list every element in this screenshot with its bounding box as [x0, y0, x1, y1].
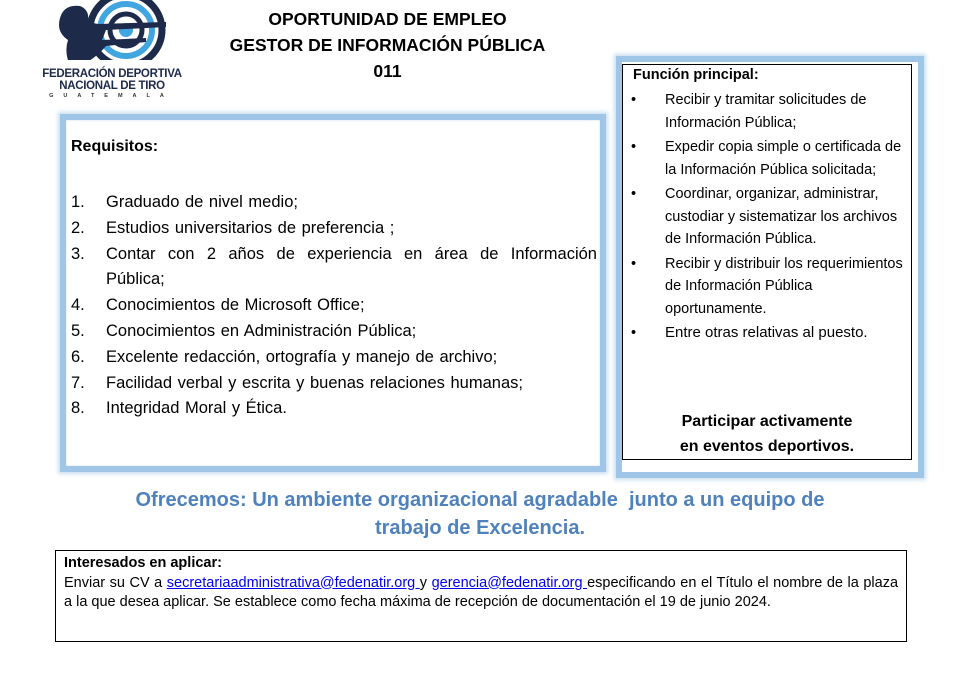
- logo-text-line2: NACIONAL DE TIRO: [59, 80, 165, 92]
- logo-text-country: GUATEMALA: [49, 93, 174, 99]
- item-number: 7.: [71, 373, 85, 392]
- list-item: [71, 319, 597, 345]
- item-number: 2.: [71, 218, 85, 237]
- callout-line1: Participar activamente: [681, 413, 853, 430]
- list-item: [71, 396, 597, 422]
- item-text: Graduado de nivel medio;: [106, 193, 298, 211]
- item-text: Conocimientos de Microsoft Office;: [106, 296, 365, 315]
- item-number: 3.: [71, 244, 85, 263]
- item-number: 8.: [71, 399, 85, 418]
- offer-statement: [60, 486, 900, 542]
- title-line2: GESTOR DE INFORMACIÓN PÚBLICA: [229, 35, 546, 55]
- list-item: [71, 242, 597, 294]
- list-item: [631, 89, 907, 134]
- requirements-heading: Requisitos:: [71, 138, 159, 155]
- list-item: [631, 136, 907, 181]
- callout-line2: en eventos deportivos.: [679, 438, 855, 455]
- apply-text-after: especificando en el Título el nombre de la plaza a la que desea aplicar. Se establece como fecha máxima de recepción de documentación el 19 de junio 2024.: [64, 574, 899, 610]
- item-text: Expedir copia simple o certificada de la Información Pública solicitada;: [665, 139, 902, 178]
- bullet-icon: •: [631, 92, 637, 108]
- title-line3: 011: [373, 61, 402, 81]
- item-text: Estudios universitarios de preferencia ;: [106, 218, 395, 237]
- email-link-gerencia[interactable]: gerencia@fedenatir.org: [431, 574, 588, 591]
- item-number: 1.: [71, 193, 85, 211]
- item-number: 6.: [71, 347, 85, 366]
- functions-heading: Función principal:: [633, 67, 759, 83]
- application-instructions-box: [55, 550, 907, 642]
- functions-box-frame: [616, 56, 924, 478]
- federation-logo: [36, 0, 186, 100]
- functions-box: [622, 64, 912, 460]
- item-text: Contar con 2 años de experiencia en área de Información Pública;: [106, 244, 597, 289]
- item-text: Integridad Moral y Ética.: [106, 399, 287, 418]
- offer-line1: Ofrecemos: Un ambiente organizacional agradable junto a un equipo de: [135, 489, 825, 511]
- bullet-icon: •: [631, 255, 637, 272]
- item-number: 4.: [71, 296, 85, 315]
- list-item: [71, 216, 597, 242]
- item-text: Facilidad verbal y escrita y buenas relaciones humanas;: [106, 373, 523, 392]
- item-text: Entre otras relativas al puesto.: [665, 324, 868, 341]
- list-item: [631, 183, 907, 251]
- item-text: Coordinar, organizar, administrar, custodiar y sistematizar los archivos de Información Pública.: [665, 186, 898, 247]
- list-item: [71, 190, 597, 216]
- requirements-box: [60, 114, 606, 472]
- title-line1: OPORTUNIDAD DE EMPLEO: [268, 9, 507, 29]
- apply-heading: Interesados en aplicar:: [64, 555, 222, 571]
- list-item: [71, 371, 597, 397]
- bullet-icon: •: [631, 186, 637, 202]
- bullet-icon: •: [631, 325, 637, 341]
- requirements-list: [71, 190, 597, 422]
- item-text: Recibir y distribuir los requerimientos de Información Pública oportunamente.: [665, 255, 903, 317]
- email-link-secretaria[interactable]: secretariaadministrativa@fedenatir.org: [166, 574, 420, 591]
- offer-line2: trabajo de Excelencia.: [374, 517, 586, 539]
- bullet-icon: •: [631, 139, 637, 155]
- page-title: [200, 6, 575, 84]
- apply-body: [64, 574, 898, 613]
- logo-text-line1: FEDERACIÓN DEPORTIVA: [42, 68, 182, 80]
- item-number: 5.: [71, 321, 85, 340]
- functions-list: [631, 89, 907, 347]
- list-item: [631, 322, 907, 345]
- list-item: [631, 253, 907, 321]
- apply-text-before: Enviar su CV a: [64, 574, 167, 591]
- item-text: Recibir y tramitar solicitudes de Información Pública;: [665, 92, 867, 131]
- apply-text-mid: y: [419, 574, 432, 591]
- participation-callout: [623, 409, 911, 459]
- shooting-target-logo-icon: [46, 0, 176, 68]
- item-text: Excelente redacción, ortografía y manejo de archivo;: [106, 347, 498, 366]
- list-item: [71, 345, 597, 371]
- item-text: Conocimientos en Administración Pública;: [106, 321, 417, 340]
- list-item: [71, 293, 597, 319]
